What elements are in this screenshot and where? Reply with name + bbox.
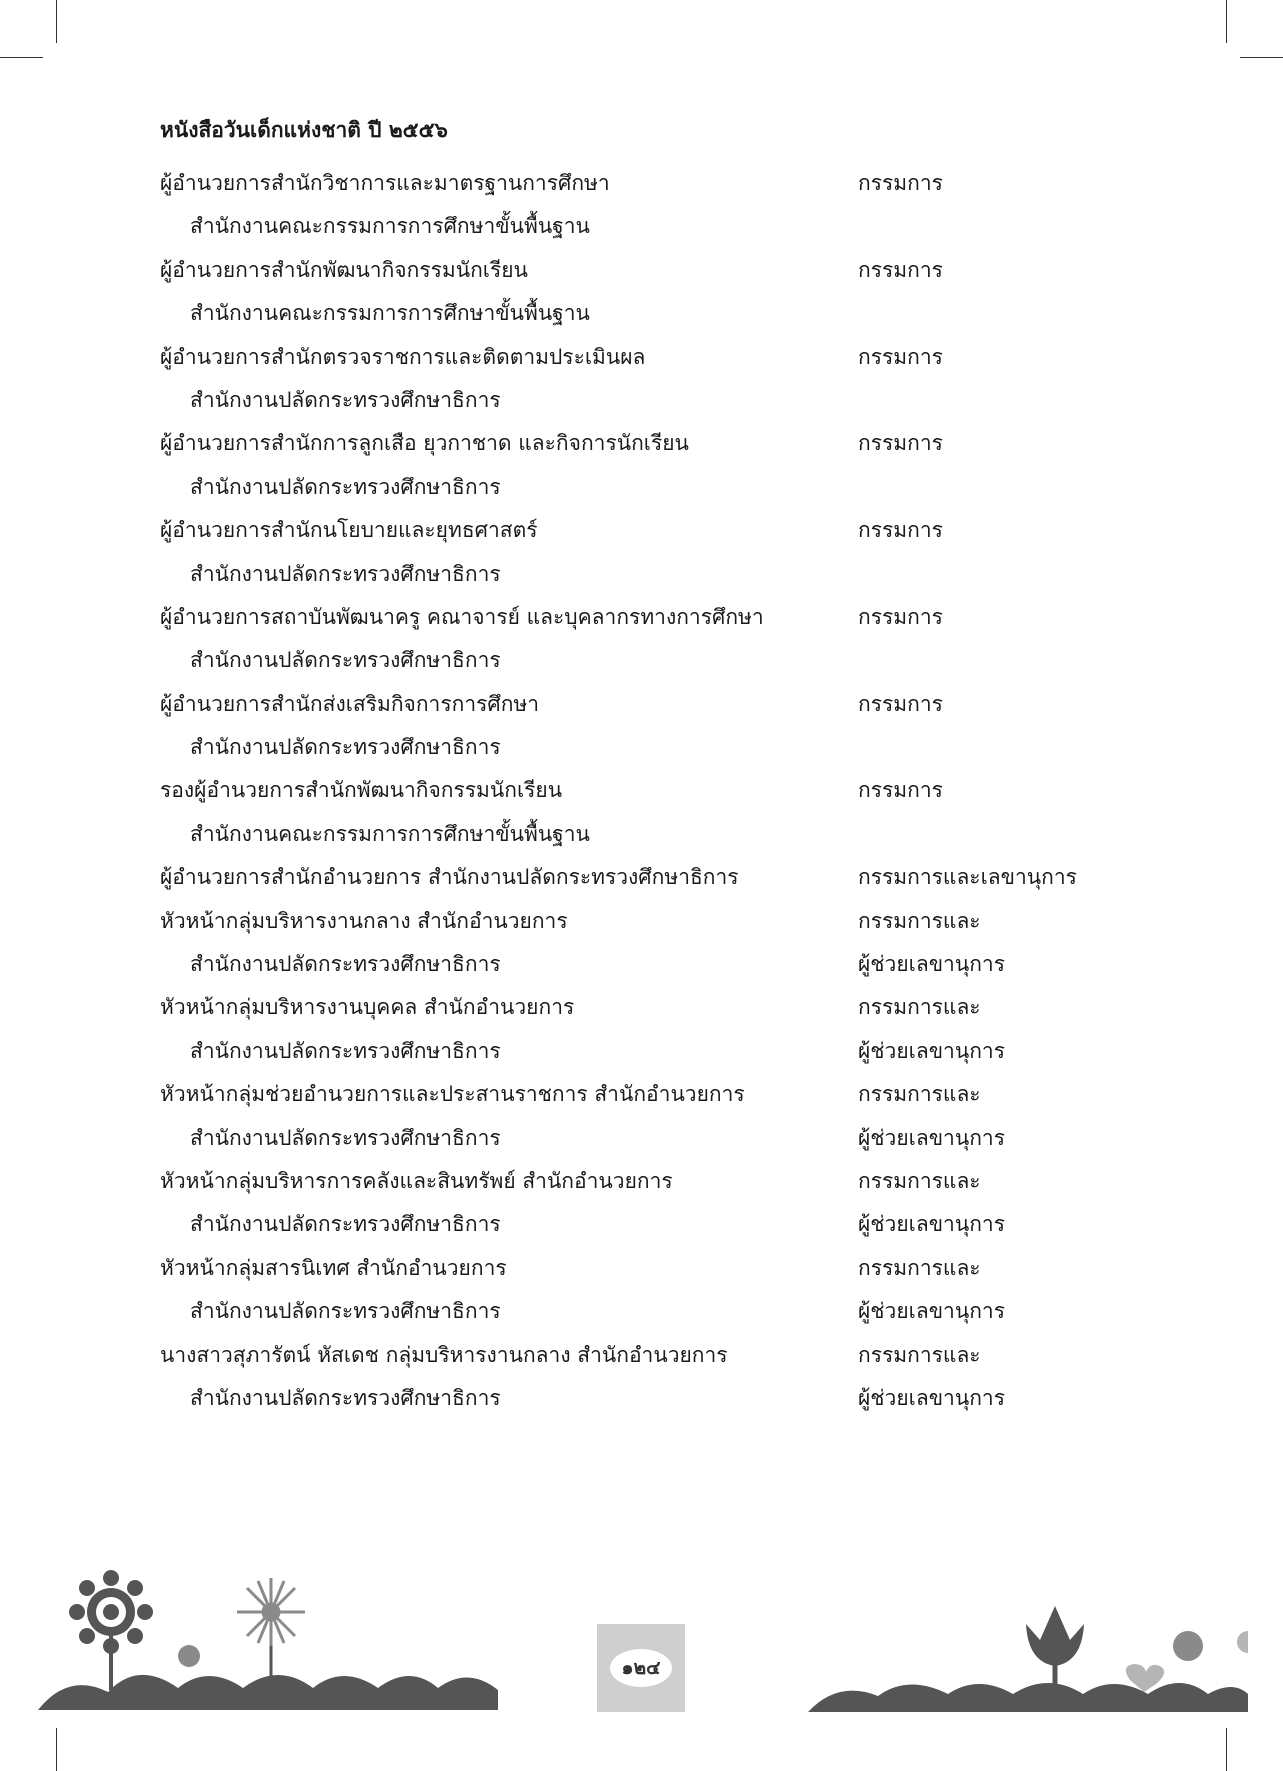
sunflower-icon — [69, 1570, 153, 1690]
entry-text: ผู้อำนวยการสถาบันพัฒนาครู คณาจารย์ และบุคลากรทางการศึกษา — [160, 604, 764, 629]
crop-mark-bottom-left-v — [56, 1728, 57, 1771]
entry-text: สำนักงานปลัดกระทรวงศึกษาธิการ — [190, 952, 501, 977]
entry-role: กรรมการและ — [858, 1342, 981, 1367]
entry-role: กรรมการและ — [858, 1168, 981, 1193]
list-item — [160, 466, 1160, 509]
entry-text: ผู้อำนวยการสำนักการลูกเสือ ยุวกาชาด และกิจการนักเรียน — [160, 431, 689, 456]
entry-text: สำนักงานปลัดกระทรวงศึกษาธิการ — [190, 474, 501, 499]
list-item — [160, 162, 1160, 205]
entry-text: หัวหน้ากลุ่มบริหารการคลังและสินทรัพย์ สำนักอำนวยการ — [160, 1168, 673, 1193]
list-item — [160, 856, 1160, 899]
book-title-header: หนังสือวันเด็กแห่งชาติ ปี ๒๕๕๖ — [160, 118, 448, 142]
list-item — [160, 336, 1160, 379]
entry-role: กรรมการ — [858, 171, 943, 195]
entry-role: กรรมการและ — [858, 1255, 981, 1280]
entry-text: ผู้อำนวยการสำนักวิชาการและมาตรฐานการศึกษา — [160, 171, 610, 195]
entry-role: ผู้ช่วยเลขานุการ — [858, 952, 1005, 977]
list-item — [160, 1290, 1160, 1333]
entry-text: สำนักงานปลัดกระทรวงศึกษาธิการ — [190, 1038, 501, 1063]
list-item — [160, 249, 1160, 292]
flower-ground-left-decoration — [38, 1560, 498, 1710]
entry-text: ผู้อำนวยการสำนักอำนวยการ สำนักงานปลัดกระทรวงศึกษาธิการ — [160, 865, 739, 890]
list-item — [160, 205, 1160, 248]
entry-text: รองผู้อำนวยการสำนักพัฒนากิจกรรมนักเรียน — [160, 778, 563, 803]
list-item — [160, 509, 1160, 552]
entry-role: ผู้ช่วยเลขานุการ — [858, 1299, 1005, 1324]
entry-role: กรรมการ — [858, 778, 943, 803]
committee-list — [160, 162, 1160, 1420]
entry-text: สำนักงานคณะกรรมการการศึกษาขั้นพื้นฐาน — [190, 301, 590, 326]
dot-icon — [1237, 1631, 1248, 1653]
entry-text: สำนักงานปลัดกระทรวงศึกษาธิการ — [190, 387, 501, 412]
page-number: ๑๒๔ — [610, 1649, 672, 1687]
list-item — [160, 639, 1160, 682]
list-item — [160, 1073, 1160, 1116]
entry-role: กรรมการและ — [858, 995, 981, 1020]
list-item — [160, 553, 1160, 596]
entry-role: ผู้ช่วยเลขานุการ — [858, 1385, 1005, 1410]
entry-role: กรรมการและเลขานุการ — [858, 865, 1077, 890]
list-item — [160, 422, 1160, 465]
crop-mark-top-right-v — [1226, 0, 1227, 43]
entry-role: กรรมการและ — [858, 908, 981, 933]
list-item — [160, 986, 1160, 1029]
entry-role: กรรมการ — [858, 518, 943, 543]
list-item — [160, 769, 1160, 812]
entry-role: ผู้ช่วยเลขานุการ — [858, 1038, 1005, 1063]
dot-icon — [1173, 1631, 1203, 1661]
entry-text: สำนักงานปลัดกระทรวงศึกษาธิการ — [190, 1212, 501, 1237]
ground-hills-icon — [38, 1675, 498, 1710]
entry-text: หัวหน้ากลุ่มบริหารงานบุคคล สำนักอำนวยการ — [160, 995, 575, 1020]
entry-text: ผู้อำนวยการสำนักพัฒนากิจกรรมนักเรียน — [160, 257, 528, 282]
entry-text: สำนักงานคณะกรรมการการศึกษาขั้นพื้นฐาน — [190, 821, 590, 846]
entry-text: หัวหน้ากลุ่มสารนิเทศ สำนักอำนวยการ — [160, 1255, 507, 1280]
list-item — [160, 813, 1160, 856]
crop-mark-top-left-h — [0, 57, 43, 58]
list-item — [160, 900, 1160, 943]
entry-text: สำนักงานปลัดกระทรวงศึกษาธิการ — [190, 1125, 501, 1150]
entry-text: สำนักงานคณะกรรมการการศึกษาขั้นพื้นฐาน — [190, 214, 590, 239]
entry-text: สำนักงานปลัดกระทรวงศึกษาธิการ — [190, 561, 501, 586]
entry-role: กรรมการ — [858, 344, 943, 369]
list-item — [160, 1160, 1160, 1203]
entry-text: ผู้อำนวยการสำนักส่งเสริมกิจการการศึกษา — [160, 691, 540, 716]
entry-role: กรรมการ — [858, 691, 943, 716]
crop-mark-top-right-h — [1240, 57, 1283, 58]
entry-role: กรรมการ — [858, 604, 943, 629]
entry-role: ผู้ช่วยเลขานุการ — [858, 1125, 1005, 1150]
entry-text: สำนักงานปลัดกระทรวงศึกษาธิการ — [190, 735, 501, 760]
dot-icon — [178, 1645, 200, 1667]
entry-text: สำนักงานปลัดกระทรวงศึกษาธิการ — [190, 1299, 501, 1324]
entry-text: ผู้อำนวยการสำนักตรวจราชการและติดตามประเมินผล — [160, 344, 646, 369]
list-item — [160, 1117, 1160, 1160]
list-item — [160, 1030, 1160, 1073]
ground-hills-icon — [808, 1683, 1248, 1712]
list-item — [160, 683, 1160, 726]
list-item — [160, 726, 1160, 769]
entry-role: กรรมการและ — [858, 1082, 981, 1107]
page-number-box — [597, 1624, 685, 1712]
entry-text: นางสาวสุภารัตน์ หัสเดช กลุ่มบริหารงานกลาง สำนักอำนวยการ — [160, 1342, 728, 1367]
list-item — [160, 596, 1160, 639]
crop-mark-top-left-v — [56, 0, 57, 43]
entry-text: สำนักงานปลัดกระทรวงศึกษาธิการ — [190, 648, 501, 673]
list-item — [160, 379, 1160, 422]
list-item — [160, 1203, 1160, 1246]
list-item — [160, 943, 1160, 986]
list-item — [160, 1377, 1160, 1420]
tulip-ground-right-decoration — [808, 1600, 1248, 1712]
entry-text: ผู้อำนวยการสำนักนโยบายและยุทธศาสตร์ — [160, 518, 538, 543]
daisy-icon — [237, 1578, 305, 1690]
entry-text: หัวหน้ากลุ่มช่วยอำนวยการและประสานราชการ สำนักอำนวยการ — [160, 1082, 745, 1107]
entry-text: สำนักงานปลัดกระทรวงศึกษาธิการ — [190, 1385, 501, 1410]
list-item — [160, 1247, 1160, 1290]
list-item — [160, 1334, 1160, 1377]
entry-role: กรรมการ — [858, 257, 943, 282]
entry-text: หัวหน้ากลุ่มบริหารงานกลาง สำนักอำนวยการ — [160, 908, 568, 933]
entry-role: ผู้ช่วยเลขานุการ — [858, 1212, 1005, 1237]
list-item — [160, 292, 1160, 335]
crop-mark-bottom-right-v — [1226, 1728, 1227, 1771]
entry-role: กรรมการ — [858, 431, 943, 456]
